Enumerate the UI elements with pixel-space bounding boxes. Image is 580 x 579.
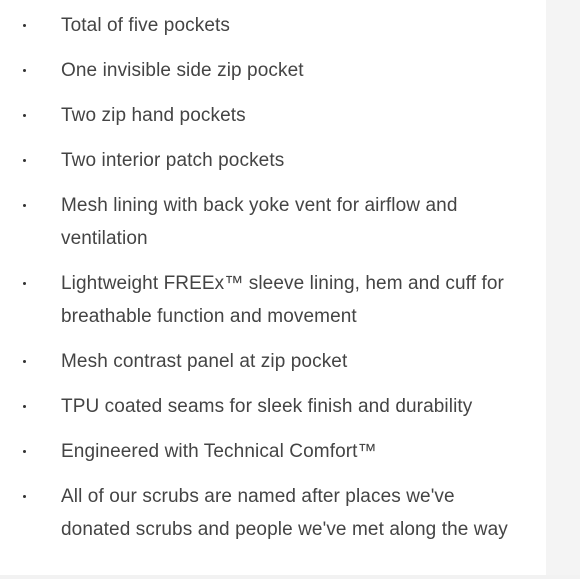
bullet-icon — [23, 282, 26, 285]
bullet-icon — [23, 159, 26, 162]
list-item — [0, 435, 546, 468]
list-item — [0, 9, 546, 42]
list-item — [0, 189, 546, 255]
bullet-icon — [23, 495, 26, 498]
bullet-icon — [23, 405, 26, 408]
feature-list — [0, 9, 546, 546]
list-item — [0, 267, 546, 333]
bullet-icon — [23, 24, 26, 27]
page-margin-strip — [546, 0, 580, 579]
feature-text: Engineered with Technical Comfort™ — [61, 441, 377, 462]
feature-text: Lightweight FREEx™ sleeve lining, hem and cuff for breathable function and movement — [61, 273, 504, 327]
feature-text: One invisible side zip pocket — [61, 60, 304, 81]
feature-text: TPU coated seams for sleek finish and durability — [61, 396, 473, 417]
feature-text: Two interior patch pockets — [61, 150, 285, 171]
bullet-icon — [23, 69, 26, 72]
list-item — [0, 54, 546, 87]
bullet-icon — [23, 204, 26, 207]
feature-text: Two zip hand pockets — [61, 105, 246, 126]
list-item — [0, 144, 546, 177]
list-item — [0, 99, 546, 132]
list-item — [0, 480, 546, 546]
list-item — [0, 390, 546, 423]
feature-text: Total of five pockets — [61, 15, 230, 36]
list-item — [0, 345, 546, 378]
bullet-icon — [23, 450, 26, 453]
bullet-icon — [23, 360, 26, 363]
feature-text: Mesh contrast panel at zip pocket — [61, 351, 348, 372]
feature-text: All of our scrubs are named after places we've donated scrubs and people we've met along the way — [61, 486, 508, 540]
bullet-icon — [23, 114, 26, 117]
bottom-edge-strip — [0, 575, 580, 579]
feature-text: Mesh lining with back yoke vent for airflow and ventilation — [61, 195, 458, 249]
